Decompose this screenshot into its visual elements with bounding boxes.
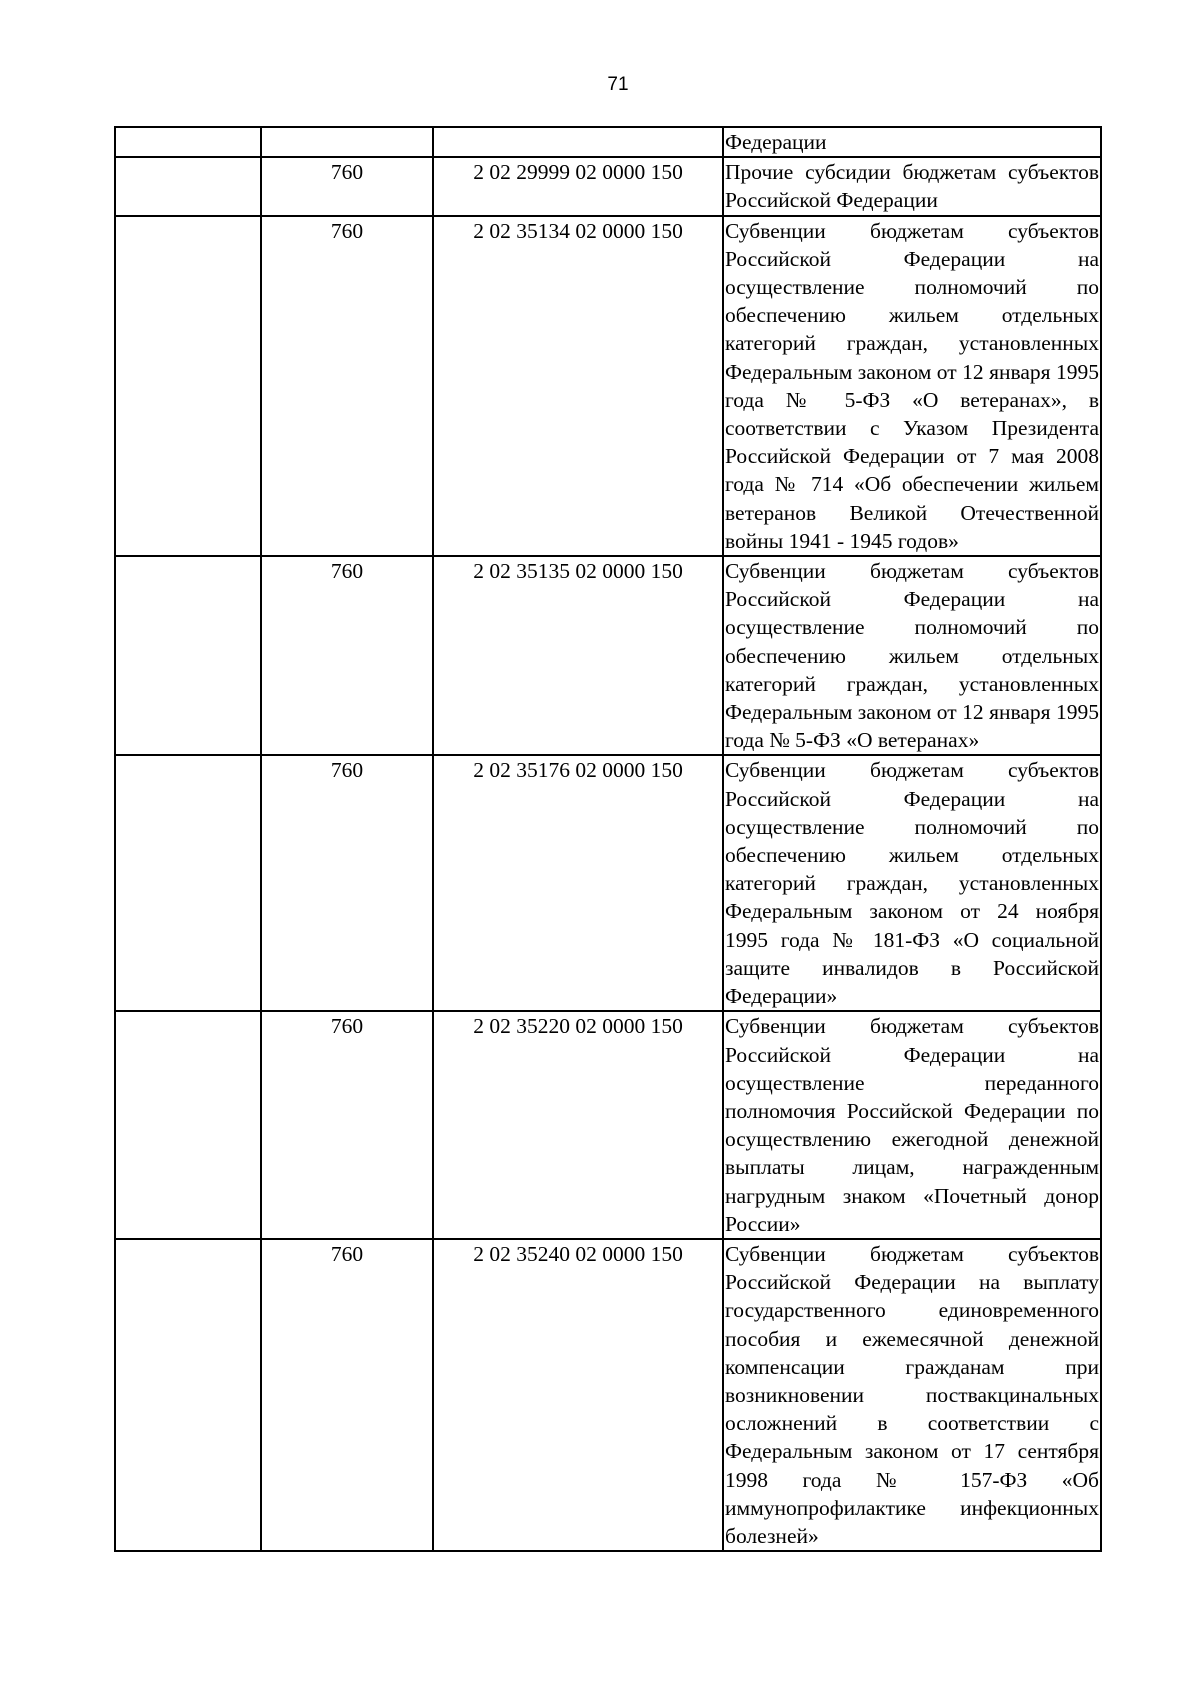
budget-classification-code-cell: 2 02 35176 02 0000 150 xyxy=(433,755,723,1011)
row-empty-cell xyxy=(115,157,261,215)
table-row xyxy=(115,157,1101,215)
row-empty-cell xyxy=(115,1011,261,1239)
row-empty-cell xyxy=(115,1239,261,1551)
table-row xyxy=(115,1011,1101,1239)
revenue-name-cell: Субвенции бюджетам субъектов Российской Федерации на выплату государственного единовременного пособия и ежемесячной денежной компенсации гражданам при возникновении поствакцинальных осложнений в соответствии с Федеральным законом от 17 сентября 1998 года № 157-ФЗ «Об иммунопрофилактике инфекционных болезней» xyxy=(723,1239,1101,1551)
budget-classification-code-cell: 2 02 35135 02 0000 150 xyxy=(433,556,723,755)
revenue-name-cell: Субвенции бюджетам субъектов Российской Федерации на осуществление полномочий по обеспечению жильем отдельных категорий граждан, установленных Федеральным законом от 24 ноября 1995 года № 181-ФЗ «О социальной защите инвалидов в Российской Федерации» xyxy=(723,755,1101,1011)
revenue-name-cell: Субвенции бюджетам субъектов Российской Федерации на осуществление полномочий по обеспечению жильем отдельных категорий граждан, установленных Федеральным законом от 12 января 1995 года № 5-ФЗ «О ветеранах» xyxy=(723,556,1101,755)
revenue-classification-table xyxy=(114,126,1102,1552)
row-empty-cell xyxy=(115,127,261,157)
administrator-code-cell: 760 xyxy=(261,1011,433,1239)
budget-classification-code-cell: 2 02 35240 02 0000 150 xyxy=(433,1239,723,1551)
row-empty-cell xyxy=(115,556,261,755)
budget-classification-code-cell: 2 02 29999 02 0000 150 xyxy=(433,157,723,215)
revenue-name-cell: Субвенции бюджетам субъектов Российской Федерации на осуществление переданного полномочия Российской Федерации по осуществлению ежегодной денежной выплаты лицам, награжденным нагрудным знаком «Почетный донор России» xyxy=(723,1011,1101,1239)
revenue-name-cell: Субвенции бюджетам субъектов Российской Федерации на осуществление полномочий по обеспечению жильем отдельных категорий граждан, установленных Федеральным законом от 12 января 1995 года № 5-ФЗ «О ветеранах», в соответствии с Указом Президента Российской Федерации от 7 мая 2008 года № 714 «Об обеспечении жильем ветеранов Великой Отечественной войны 1941 - 1945 годов» xyxy=(723,216,1101,556)
page-number: 71 xyxy=(607,74,629,95)
administrator-code-cell: 760 xyxy=(261,216,433,556)
table-row xyxy=(115,556,1101,755)
administrator-code-cell xyxy=(261,127,433,157)
budget-classification-code-cell xyxy=(433,127,723,157)
administrator-code-cell: 760 xyxy=(261,755,433,1011)
table-row xyxy=(115,216,1101,556)
table-row xyxy=(115,755,1101,1011)
row-empty-cell xyxy=(115,755,261,1011)
budget-classification-code-cell: 2 02 35134 02 0000 150 xyxy=(433,216,723,556)
table-row xyxy=(115,1239,1101,1551)
administrator-code-cell: 760 xyxy=(261,556,433,755)
revenue-name-cell: Федерации xyxy=(723,127,1101,157)
administrator-code-cell: 760 xyxy=(261,1239,433,1551)
budget-classification-code-cell: 2 02 35220 02 0000 150 xyxy=(433,1011,723,1239)
administrator-code-cell: 760 xyxy=(261,157,433,215)
revenue-name-cell: Прочие субсидии бюджетам субъектов Российской Федерации xyxy=(723,157,1101,215)
row-empty-cell xyxy=(115,216,261,556)
table-row xyxy=(115,127,1101,157)
